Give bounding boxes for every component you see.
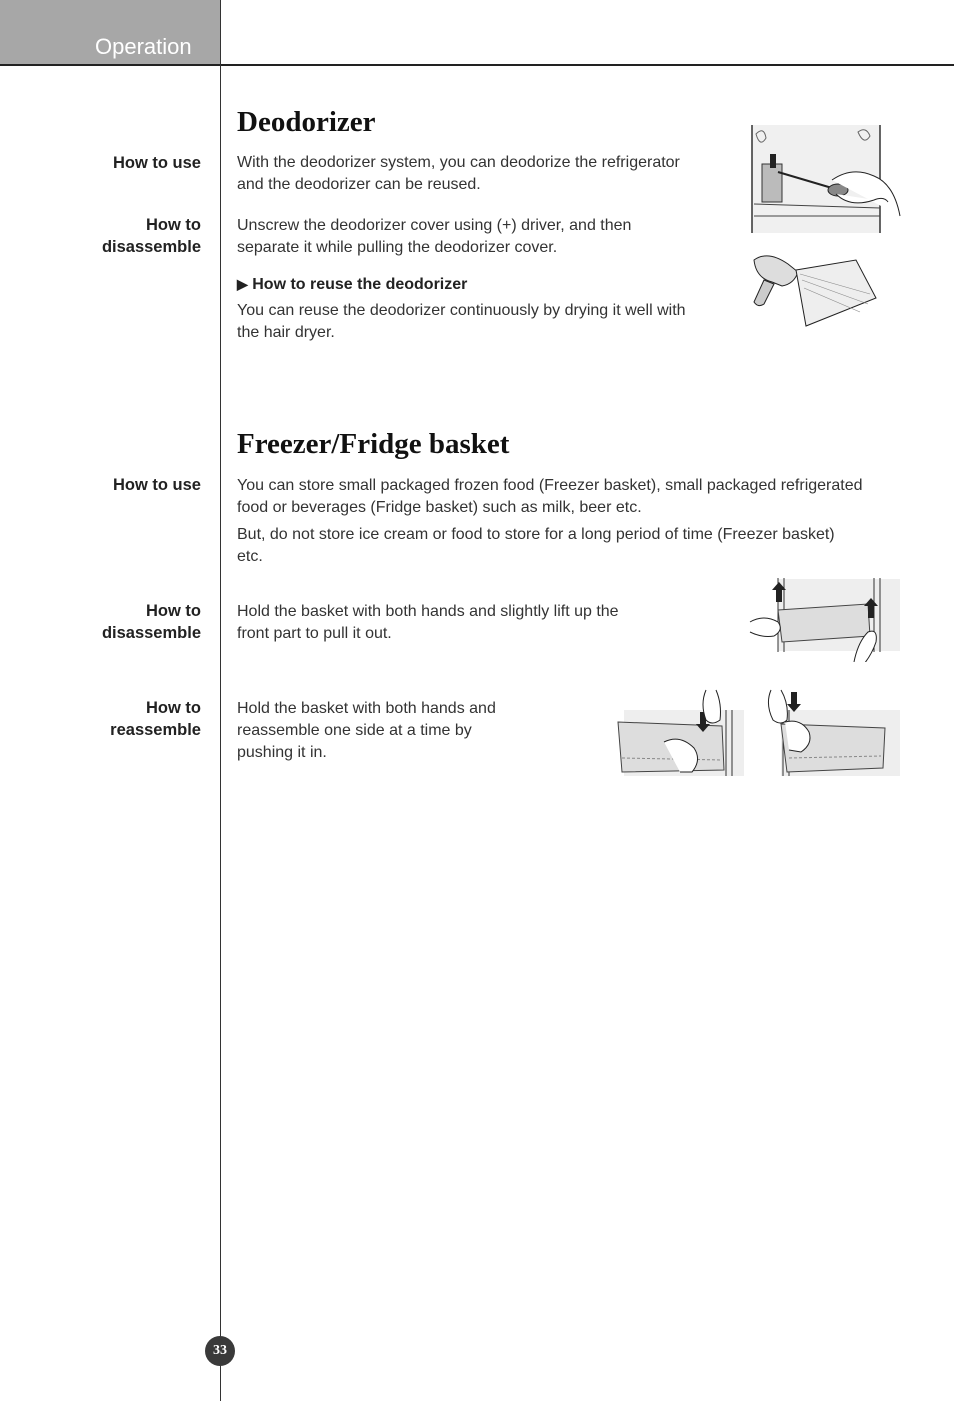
basket-reassemble-right-illustration bbox=[765, 688, 901, 778]
basket-how-to-use-text: You can store small packaged frozen food (Freezer basket), small packaged refrigerated food or beverages (Fridge basket) such as milk, beer etc. But, do not store ice cream or food to store for a long period of time (Freezer basket) etc. bbox=[237, 477, 863, 565]
basket-reassemble-left-illustration bbox=[614, 688, 746, 778]
deodorizer-disassemble-text: Unscrew the deodorizer cover using (+) driver, and then separate it while pulling the deodorizer cover. bbox=[237, 217, 632, 256]
deodorizer-disassemble-label: How to disassemble bbox=[101, 216, 201, 256]
basket-reassemble-label: How to reassemble bbox=[110, 699, 201, 739]
section-title: Operation bbox=[95, 34, 192, 59]
play-triangle-icon: ▶ bbox=[237, 276, 248, 292]
header-rule bbox=[0, 64, 954, 66]
section-tab bbox=[0, 0, 220, 65]
reuse-text: You can reuse the deodorizer continuously by drying it well with the hair dryer. bbox=[237, 302, 686, 341]
hair-dryer-illustration bbox=[750, 250, 878, 328]
deodorizer-how-to-use-label: How to use bbox=[112, 154, 201, 172]
basket-title: Freezer/Fridge basket bbox=[237, 428, 510, 460]
basket-how-to-use-label: How to use bbox=[112, 476, 201, 494]
screwdriver-illustration bbox=[750, 124, 905, 236]
page-number-badge: 33 bbox=[205, 1336, 235, 1366]
column-divider bbox=[220, 0, 221, 1401]
deodorizer-title: Deodorizer bbox=[237, 106, 376, 138]
basket-reassemble-text: Hold the basket with both hands and reassemble one side at a time by pushing it in. bbox=[237, 700, 496, 761]
basket-disassemble-text: Hold the basket with both hands and slightly lift up the front part to pull it out. bbox=[237, 603, 619, 642]
basket-lift-illustration bbox=[748, 578, 901, 662]
basket-disassemble-label: How to disassemble bbox=[101, 602, 201, 642]
reuse-heading: ▶ How to reuse the deodorizer bbox=[237, 276, 468, 293]
deodorizer-how-to-use-text: With the deodorizer system, you can deodorize the refrigerator and the deodorizer can be reused. bbox=[237, 154, 680, 193]
